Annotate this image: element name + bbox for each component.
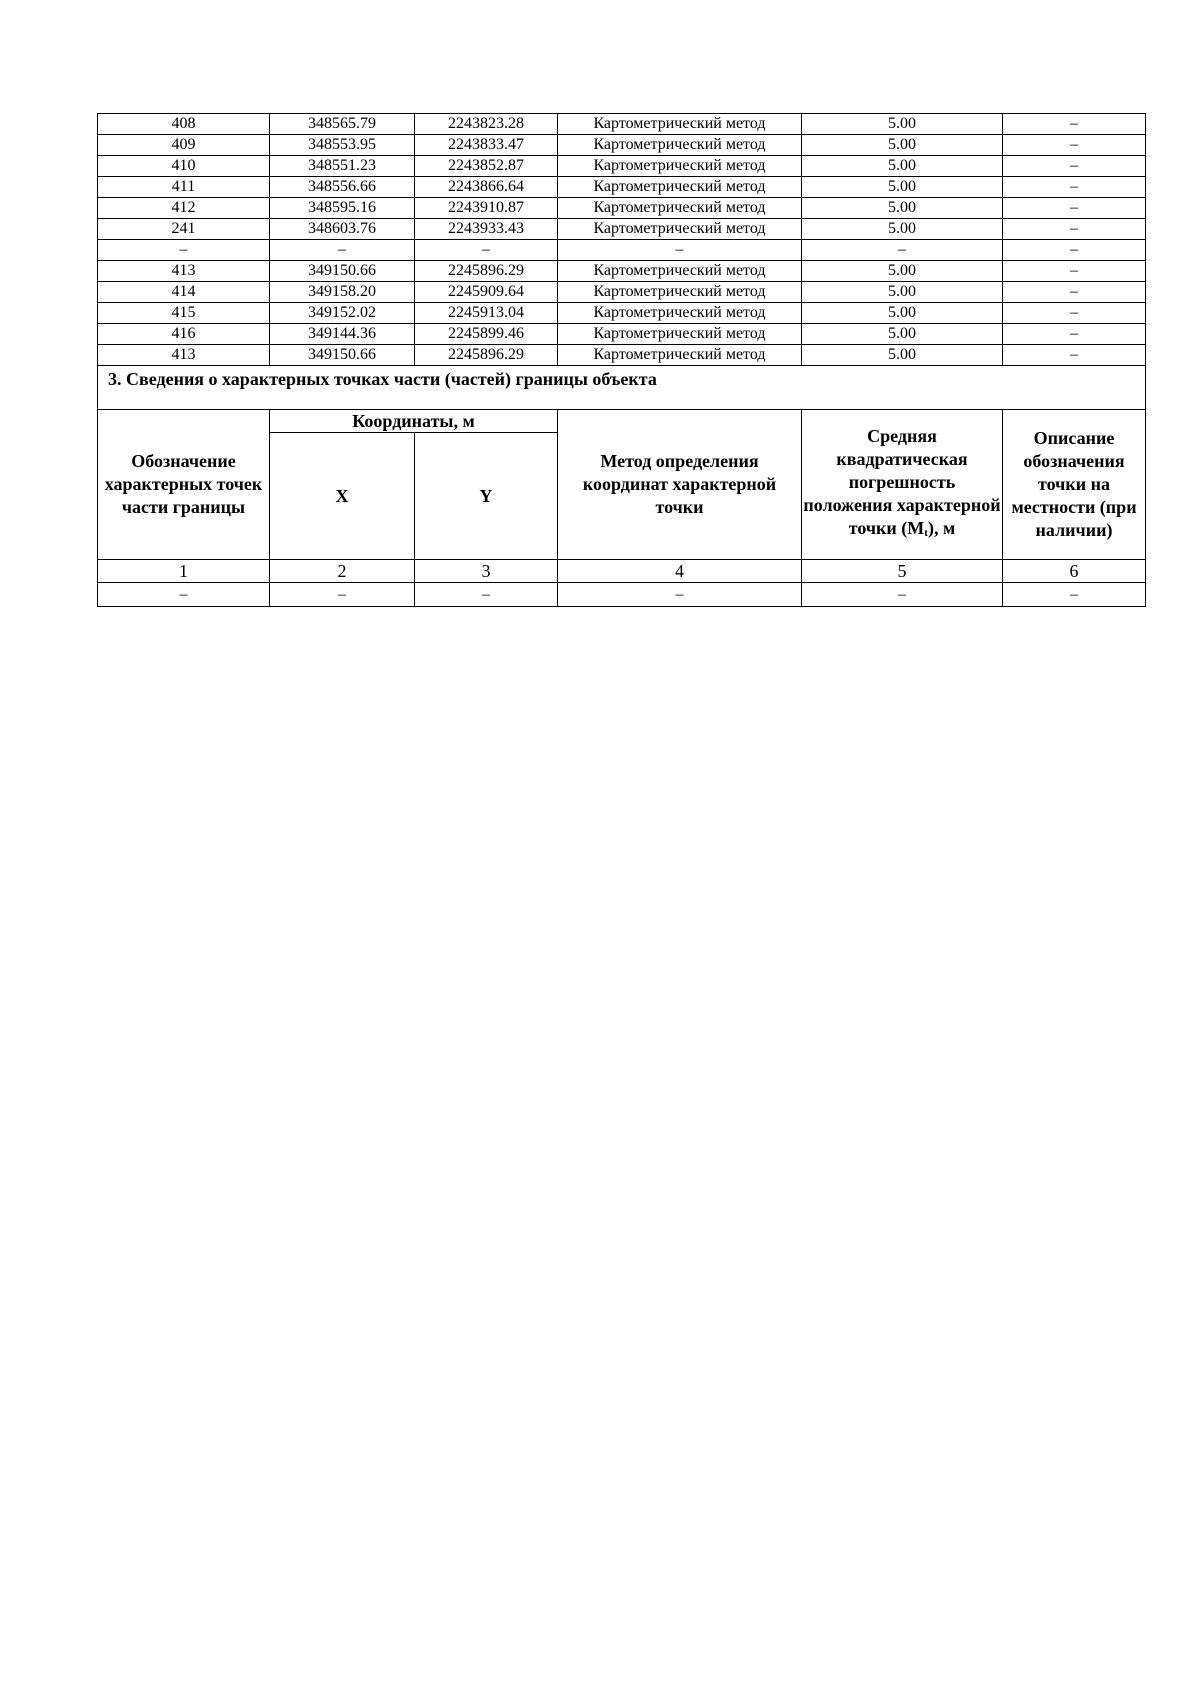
- table-cell: 413: [98, 345, 270, 366]
- table-cell: 2243823.28: [415, 114, 558, 135]
- table-cell: 415: [98, 303, 270, 324]
- table-row: [98, 198, 1146, 219]
- table-cell: –: [270, 240, 415, 261]
- table-cell: 348603.76: [270, 219, 415, 240]
- section-3: [98, 366, 1146, 607]
- table-cell: –: [1003, 583, 1146, 607]
- table-cell: –: [1003, 240, 1146, 261]
- table-cell: 416: [98, 324, 270, 345]
- table-cell: 348565.79: [270, 114, 415, 135]
- table-row: [98, 177, 1146, 198]
- table-cell: –: [558, 240, 802, 261]
- table-cell: 2245896.29: [415, 345, 558, 366]
- table-cell: –: [1003, 114, 1146, 135]
- table-cell: 408: [98, 114, 270, 135]
- table-cell: Картометрический метод: [558, 303, 802, 324]
- section-3-title: 3. Сведения о характерных точках части (частей) границы объекта: [98, 366, 1146, 410]
- table-cell: 5.00: [802, 198, 1003, 219]
- table-cell: 414: [98, 282, 270, 303]
- empty-data-row: [98, 583, 1146, 607]
- table-cell: 5.00: [802, 303, 1003, 324]
- table-cell: –: [802, 240, 1003, 261]
- table-row: [98, 156, 1146, 177]
- table-cell: 413: [98, 261, 270, 282]
- boundary-points-body: [98, 114, 1146, 366]
- table-cell: 2243866.64: [415, 177, 558, 198]
- table-cell: –: [98, 240, 270, 261]
- table-cell: 5.00: [802, 219, 1003, 240]
- table-cell: Картометрический метод: [558, 324, 802, 345]
- table-cell: 2245896.29: [415, 261, 558, 282]
- table-cell: 2243852.87: [415, 156, 558, 177]
- table-cell: 2243933.43: [415, 219, 558, 240]
- table-cell: 2243910.87: [415, 198, 558, 219]
- header-error-subscript: t: [924, 526, 928, 539]
- table-cell: –: [415, 583, 558, 607]
- table-cell: 349158.20: [270, 282, 415, 303]
- table-cell: 5.00: [802, 177, 1003, 198]
- header-x: X: [270, 433, 415, 560]
- column-number-cell: 1: [98, 560, 270, 583]
- table-cell: Картометрический метод: [558, 135, 802, 156]
- table-cell: –: [558, 583, 802, 607]
- table-cell: Картометрический метод: [558, 156, 802, 177]
- table-cell: –: [1003, 135, 1146, 156]
- table-cell: 412: [98, 198, 270, 219]
- table-cell: Картометрический метод: [558, 219, 802, 240]
- table-cell: –: [1003, 345, 1146, 366]
- table-row: [98, 219, 1146, 240]
- header-y: Y: [415, 433, 558, 560]
- table-cell: 348595.16: [270, 198, 415, 219]
- column-number-cell: 3: [415, 560, 558, 583]
- table-row: [98, 345, 1146, 366]
- table-cell: 349152.02: [270, 303, 415, 324]
- table-cell: Картометрический метод: [558, 261, 802, 282]
- table-row: [98, 135, 1146, 156]
- table-cell: –: [270, 583, 415, 607]
- table-row: [98, 324, 1146, 345]
- table-cell: –: [1003, 177, 1146, 198]
- table-cell: –: [1003, 219, 1146, 240]
- table-cell: 5.00: [802, 114, 1003, 135]
- table-cell: 5.00: [802, 156, 1003, 177]
- header-error: [802, 410, 1003, 560]
- table-row: [98, 114, 1146, 135]
- table-cell: Картометрический метод: [558, 177, 802, 198]
- table-cell: 2245909.64: [415, 282, 558, 303]
- table-cell: –: [1003, 324, 1146, 345]
- table-cell: –: [1003, 198, 1146, 219]
- table-cell: Картометрический метод: [558, 198, 802, 219]
- table-row: [98, 240, 1146, 261]
- table-cell: Картометрический метод: [558, 282, 802, 303]
- table-cell: 349150.66: [270, 345, 415, 366]
- table-cell: 349150.66: [270, 261, 415, 282]
- table-cell: –: [98, 583, 270, 607]
- column-numbers-row: [98, 560, 1146, 583]
- table-cell: 5.00: [802, 261, 1003, 282]
- table-row: [98, 261, 1146, 282]
- table-cell: 348551.23: [270, 156, 415, 177]
- boundary-points-table: [97, 113, 1146, 607]
- table-cell: 2245913.04: [415, 303, 558, 324]
- table-cell: 5.00: [802, 282, 1003, 303]
- header-error-text: Средняя квадратическая погрешность положения характерной точки (M: [803, 425, 1001, 538]
- table-cell: 241: [98, 219, 270, 240]
- table-row: [98, 303, 1146, 324]
- table-cell: 2245899.46: [415, 324, 558, 345]
- table-cell: 2243833.47: [415, 135, 558, 156]
- header-coordinates: Координаты, м: [270, 410, 558, 433]
- table-cell: –: [1003, 282, 1146, 303]
- table-cell: Картометрический метод: [558, 345, 802, 366]
- table-cell: 348553.95: [270, 135, 415, 156]
- table-cell: –: [1003, 156, 1146, 177]
- column-number-cell: 6: [1003, 560, 1146, 583]
- table-cell: 348556.66: [270, 177, 415, 198]
- table-cell: Картометрический метод: [558, 114, 802, 135]
- table-cell: 410: [98, 156, 270, 177]
- table-cell: 5.00: [802, 135, 1003, 156]
- table-row: [98, 282, 1146, 303]
- header-method: Метод определения координат характерной точки: [558, 410, 802, 560]
- table-cell: –: [1003, 261, 1146, 282]
- table-cell: 349144.36: [270, 324, 415, 345]
- column-number-cell: 5: [802, 560, 1003, 583]
- table-cell: 409: [98, 135, 270, 156]
- table-cell: –: [1003, 303, 1146, 324]
- header-error-unit: ), м: [927, 517, 956, 538]
- table-cell: 5.00: [802, 345, 1003, 366]
- table-cell: –: [802, 583, 1003, 607]
- column-number-cell: 2: [270, 560, 415, 583]
- header-description: Описание обозначения точки на местности (при наличии): [1003, 410, 1146, 560]
- column-number-cell: 4: [558, 560, 802, 583]
- table-cell: 5.00: [802, 324, 1003, 345]
- table-cell: 411: [98, 177, 270, 198]
- header-designation: Обозначение характерных точек части границы: [98, 410, 270, 560]
- table-cell: –: [415, 240, 558, 261]
